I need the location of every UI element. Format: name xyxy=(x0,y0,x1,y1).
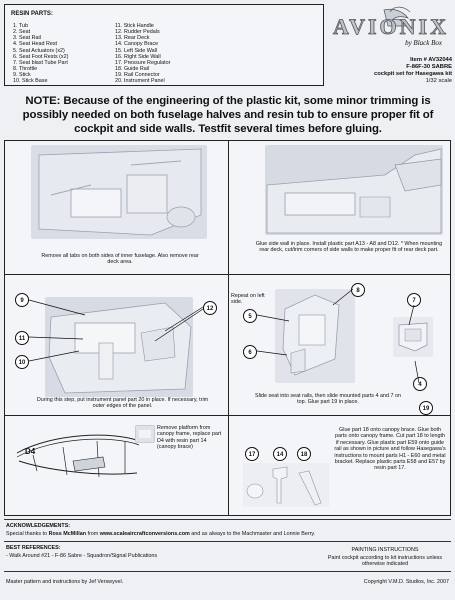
part-item: 3. Seat Rail xyxy=(13,35,41,42)
ref-title: BEST REFERENCES: xyxy=(6,545,61,551)
item-number: Item # AV32044 xyxy=(410,57,452,63)
item-info xyxy=(330,57,452,85)
callout-9: 9 xyxy=(15,293,29,307)
instruction-grid xyxy=(4,140,451,516)
item-scale: 1/32 scale xyxy=(425,78,452,84)
part-item: 11. Stick Handle xyxy=(115,23,154,29)
ref-text: - Walk Around #21 - F-86 Sabre - Squadron/Signal Publications xyxy=(6,553,158,559)
part-item: 15. Left Side Wall xyxy=(115,47,158,54)
part-item: 9. Stick xyxy=(13,72,31,79)
footer-divider xyxy=(4,571,451,572)
part-item: 14. Canopy Brace xyxy=(115,41,159,48)
leader-lines-step3 xyxy=(5,275,228,415)
callout-6: 6 xyxy=(243,345,257,359)
parts-title: RESIN PARTS: xyxy=(11,11,53,17)
part-item: 2. Seat xyxy=(13,29,31,36)
part-item: 5. Seat Actuators (x2) xyxy=(13,47,65,54)
resin-parts-box xyxy=(4,4,324,86)
part-item: 13. Rear Deck xyxy=(115,35,150,42)
paint-title: PAINTING INSTRUCTIONS xyxy=(351,547,419,553)
part-item: 4. Seat Head Rest xyxy=(13,41,58,48)
step3-caption: During this step, put instrument panel part 20 in place. If necessary, trim outer edges of the panel. xyxy=(36,397,209,410)
callout-12: 12 xyxy=(203,301,217,315)
part-item: 16. Right Side Wall xyxy=(115,53,161,60)
callout-8: 8 xyxy=(351,283,365,297)
copyright: Copyright V.M.D. Studios, Inc. 2007 xyxy=(363,579,449,585)
grid-divider xyxy=(5,415,450,416)
ack-pre: Special thanks to xyxy=(6,531,49,537)
logo-text: AVIONIX xyxy=(333,14,449,39)
part-item: 12. Rudder Pedals xyxy=(115,29,160,36)
paint-text: Paint cockpit according to kit instructions unless otherwise indicated xyxy=(327,555,443,568)
footer-divider xyxy=(4,541,451,542)
callout-11: 11 xyxy=(15,331,29,345)
step1-caption: Remove all tabs on both sides of inner fuselage. Also remove rear deck area. xyxy=(41,253,199,266)
ack-text xyxy=(6,531,315,537)
step6-caption: Glue part 18 onto canopy brace. Glue both parts onto canopy frame. Cut part 18 to length if necessary. Glue plastic part E59 onto guide rail as shown in picture and follow Hasegawa's instructions to mount parts H1 - E60 and metal bracket. Replace plastic parts E58 and E57 by resin part 17. xyxy=(334,427,446,472)
part-item: 17. Pressure Regulator xyxy=(115,59,171,66)
logo-byline: by Black Box xyxy=(405,39,442,47)
callout-7: 7 xyxy=(407,293,421,307)
parts-list-left xyxy=(13,23,68,85)
master-credit: Master pattern and instructions by Jef Verswyvel. xyxy=(6,579,124,585)
ack-title: ACKNOWLEDGEMENTS: xyxy=(6,523,71,529)
part-item: 6. Seat Foot Rests (x2) xyxy=(13,53,69,60)
part-d4-label: D4 xyxy=(25,447,36,456)
part-item: 19. Rail Connector xyxy=(115,72,160,79)
callout-19: 19 xyxy=(419,401,433,415)
ack-mid: from xyxy=(86,531,100,537)
sidewall-photo xyxy=(265,145,443,235)
callout-17: 17 xyxy=(245,447,259,461)
callout-10: 10 xyxy=(15,355,29,369)
step4-caption: Slide seat into seat rails, then slide mounted parts 4 and 7 on top. Glue part 19 in place. xyxy=(255,393,401,406)
part-item: 10. Stick Base xyxy=(13,78,48,85)
item-name: F-86F-30 SABRE xyxy=(406,64,452,70)
callout-5: 5 xyxy=(243,309,257,323)
callout-4: 4 xyxy=(413,377,427,391)
part-item: 8. Throttle xyxy=(13,66,38,73)
callout-14: 14 xyxy=(273,447,287,461)
ack-name: Ross McMillan xyxy=(48,531,87,537)
part-item: 20. Instrument Panel xyxy=(115,78,165,85)
ack-site-link[interactable]: www.scaleaircraftconversions.com xyxy=(99,531,190,537)
avionix-logo xyxy=(332,6,450,56)
step2-caption: Glue side wall in place. Install plastic part A13 - A8 and D12. * When mounting rear deck, cut/trim corners of side walls to make proper fit of rear deck part. xyxy=(255,241,443,254)
ack-post: and as always to the Machmaster and Lonnie Berry. xyxy=(189,531,316,537)
step5-caption: Remove platform from canopy frame, replace part D4 with resin part 14 (canopy brace) xyxy=(157,425,222,451)
step4-repeat: Repeat on left side. xyxy=(231,293,265,306)
part-item: 18. Guide Rail xyxy=(115,66,150,73)
canopy-brace-photo xyxy=(135,425,155,443)
part-item: 7. Seat blast Tube Part xyxy=(13,59,68,66)
part-item: 1. Tub xyxy=(13,23,28,29)
note-text: NOTE: Because of the engineering of the plastic kit, some minor trimming is possibly needed on both fuselage halves and resin tub to ensure proper fit of cockpit and side walls. Testfit several times before gluing. xyxy=(22,95,434,135)
parts-list-right xyxy=(115,23,170,85)
footer-divider xyxy=(4,519,451,520)
item-desc: cockpit set for Hasegawa kit xyxy=(374,71,452,77)
callout-18: 18 xyxy=(297,447,311,461)
fuselage-photo xyxy=(31,145,207,239)
step6-parts-photo xyxy=(243,463,329,507)
